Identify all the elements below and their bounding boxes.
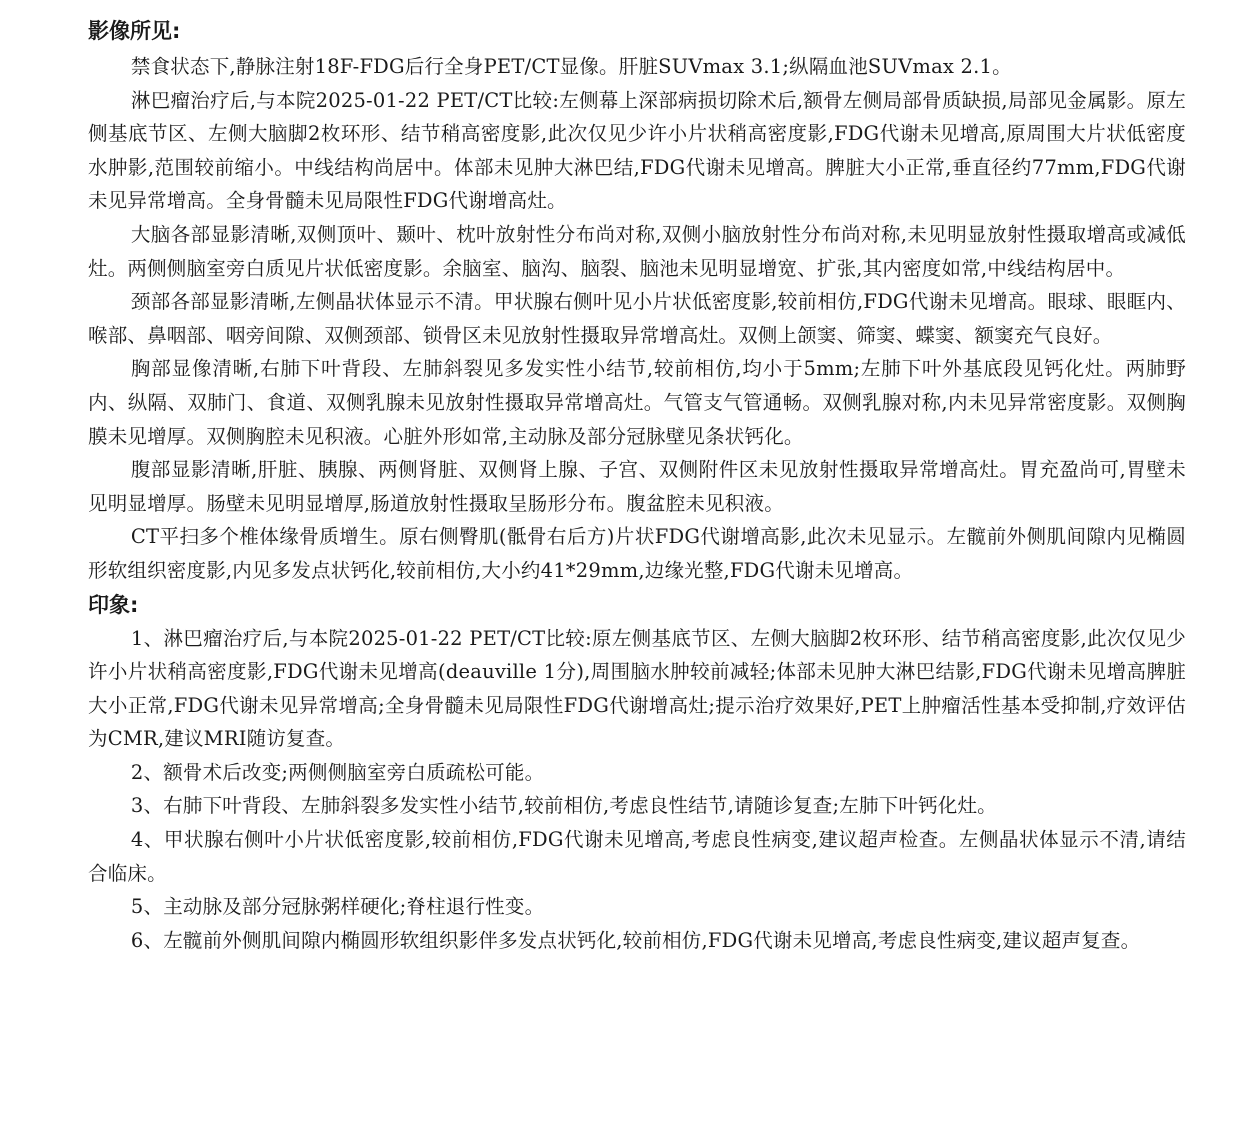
findings-heading: 影像所见:: [88, 19, 181, 43]
impression-section: [88, 588, 1186, 958]
findings-paragraph-chest: 胸部显像清晰,右肺下叶背段、左肺斜裂见多发实性小结节,较前相仿,均小于5mm;左肺下叶外基底段见钙化灶。两肺野内、纵隔、双肺门、食道、双侧乳腺未见放射性摄取异常增高灶。气管支气管通畅。双侧乳腺对称,内未见异常密度影。双侧胸膜未见增厚。双侧胸腔未见积液。心脏外形如常,主动脉及部分冠脉壁见条状钙化。: [88, 357, 1186, 448]
impression-item-2: 2、额骨术后改变;两侧侧脑室旁白质疏松可能。: [130, 760, 545, 784]
impression-item-3: 3、右肺下叶背段、左肺斜裂多发实性小结节,较前相仿,考虑良性结节,请随诊复查;左肺下叶钙化灶。: [130, 794, 997, 818]
findings-paragraph-abdomen: 腹部显影清晰,肝脏、胰腺、两侧肾脏、双侧肾上腺、子宫、双侧附件区未见放射性摄取异常增高灶。胃充盈尚可,胃壁未见明显增厚。肠壁未见明显增厚,肠道放射性摄取呈肠形分布。腹盆腔未见积液。: [88, 458, 1186, 515]
findings-section: [88, 14, 1186, 588]
impression-item-1: 1、淋巴瘤治疗后,与本院2025-01-22 PET/CT比较:原左侧基底节区、左侧大脑脚2枚环形、结节稍高密度影,此次仅见少许小片状稍高密度影,FDG代谢未见增高(deauville 1分),周围脑水肿较前减轻;体部未见肿大淋巴结影,FDG代谢未见增高脾脏大小正常,FDG代谢未见异常增高;全身骨髓未见局限性FDG代谢增高灶;提示治疗效果好,PET上肿瘤活性基本受抑制,疗效评估为CMR,建议MRI随访复查。: [88, 626, 1186, 751]
findings-paragraph-lymphoma-comparison: 淋巴瘤治疗后,与本院2025-01-22 PET/CT比较:左侧幕上深部病损切除术后,额骨左侧局部骨质缺损,局部见金属影。原左侧基底节区、左侧大脑脚2枚环形、结节稍高密度影,此次仅见少许小片状稍高密度影,FDG代谢未见增高,原周围大片状低密度水肿影,范围较前缩小。中线结构尚居中。体部未见肿大淋巴结,FDG代谢未见增高。脾脏大小正常,垂直径约77mm,FDG代谢未见异常增高。全身骨髓未见局限性FDG代谢增高灶。: [88, 88, 1186, 213]
impression-item-5: 5、主动脉及部分冠脉粥样硬化;脊柱退行性变。: [130, 895, 545, 919]
findings-paragraph-brain: 大脑各部显影清晰,双侧顶叶、颞叶、枕叶放射性分布尚对称,双侧小脑放射性分布尚对称,未见明显放射性摄取增高或减低灶。两侧侧脑室旁白质见片状低密度影。余脑室、脑沟、脑裂、脑池未见明显增宽、扩张,其内密度如常,中线结构居中。: [88, 222, 1186, 280]
impression-item-6: 6、左髋前外侧肌间隙内椭圆形软组织影伴多发点状钙化,较前相仿,FDG代谢未见增高,考虑良性病变,建议超声复查。: [130, 928, 1141, 952]
findings-paragraph-fasting: 禁食状态下,静脉注射18F-FDG后行全身PET/CT显像。肝脏SUVmax 3.1;纵隔血池SUVmax 2.1。: [130, 55, 1012, 78]
findings-paragraph-neck: 颈部各部显影清晰,左侧晶状体显示不清。甲状腺右侧叶见小片状低密度影,较前相仿,FDG代谢未见增高。眼球、眼眶内、喉部、鼻咽部、咽旁间隙、双侧颈部、锁骨区未见放射性摄取异常增高灶。双侧上颌窦、筛窦、蝶窦、额窦充气良好。: [88, 290, 1186, 347]
impression-heading: 印象:: [88, 592, 139, 617]
findings-paragraph-ct-bone: CT平扫多个椎体缘骨质增生。原右侧臀肌(骶骨右后方)片状FDG代谢增高影,此次未见显示。左髋前外侧肌间隙内见椭圆形软组织密度影,内见多发点状钙化,较前相仿,大小约41*29mm,边缘光整,FDG代谢未见增高。: [88, 525, 1186, 582]
impression-item-4: 4、甲状腺右侧叶小片状低密度影,较前相仿,FDG代谢未见增高,考虑良性病变,建议超声检查。左侧晶状体显示不清,请结合临床。: [88, 828, 1186, 885]
